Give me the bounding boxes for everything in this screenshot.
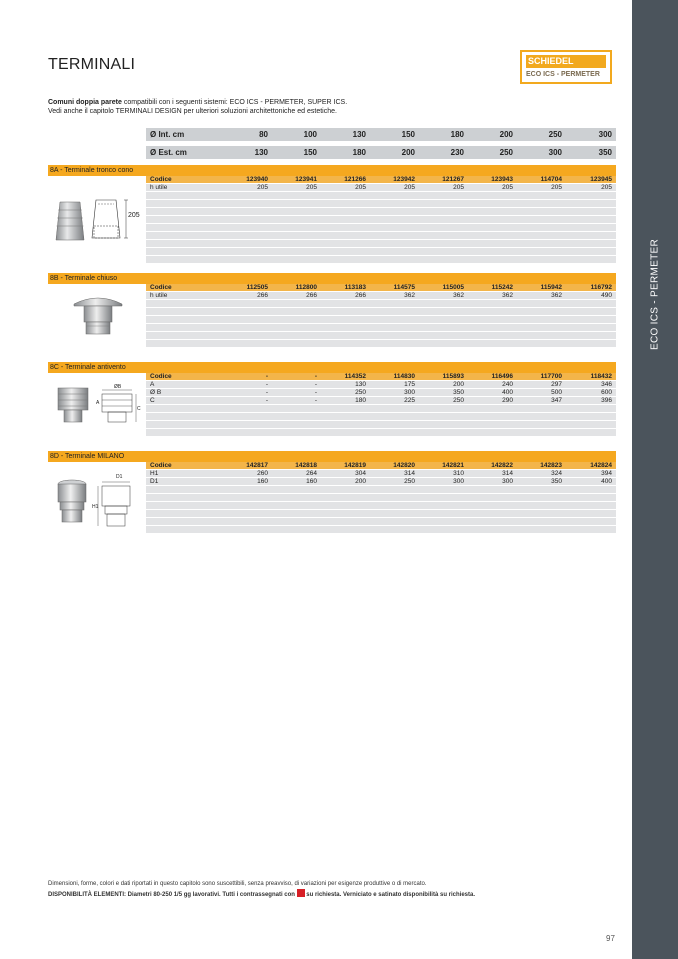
- row-label: h utile: [150, 292, 168, 299]
- table-row: [146, 292, 616, 300]
- table-cell: 264: [306, 470, 317, 477]
- row-label: h utile: [150, 184, 168, 191]
- table-row: [146, 176, 616, 184]
- table-row-empty: [146, 308, 616, 316]
- dims-int-cell: 100: [303, 130, 317, 139]
- terminale-chiuso-icon: [52, 294, 142, 338]
- table-cell: 266: [257, 292, 268, 299]
- table-row-empty: [146, 200, 616, 208]
- table-cell: 362: [551, 292, 562, 299]
- table-cell: 266: [306, 292, 317, 299]
- table-row-empty: [146, 332, 616, 340]
- table-row-empty: [146, 421, 616, 429]
- table-cell: 142817: [246, 462, 268, 469]
- table-row: [146, 462, 616, 470]
- row-label: Codice: [150, 284, 172, 291]
- dims-est-cell: 350: [598, 148, 612, 157]
- table-cell: -: [314, 397, 317, 404]
- table-row-empty: [146, 248, 616, 256]
- section-8a-table: [146, 176, 616, 264]
- table-cell: 205: [453, 184, 464, 191]
- table-row-empty: [146, 224, 616, 232]
- table-row: [146, 373, 616, 381]
- dims-int-cell: 180: [450, 130, 464, 139]
- dims-est-cell: 230: [450, 148, 464, 157]
- table-cell: 142819: [344, 462, 366, 469]
- dim-label-b: ØB: [114, 384, 122, 390]
- table-cell: 175: [404, 381, 415, 388]
- table-cell: 350: [453, 389, 464, 396]
- row-label: C: [150, 397, 155, 404]
- table-cell: 123941: [295, 176, 317, 183]
- dims-int-cell: 80: [259, 130, 268, 139]
- table-cell: 121267: [442, 176, 464, 183]
- table-cell: 112505: [246, 284, 268, 291]
- table-row-empty: [146, 192, 616, 200]
- product-image-8d: [52, 474, 142, 530]
- table-row-empty: [146, 510, 616, 518]
- section-8a-title: 8A - Terminale tronco cono: [48, 165, 616, 176]
- table-cell: 123945: [590, 176, 612, 183]
- table-cell: -: [265, 381, 268, 388]
- table-cell: -: [314, 373, 317, 380]
- dims-int-label: Ø Int. cm: [150, 130, 185, 139]
- product-image-8b: [52, 294, 142, 338]
- table-cell: 160: [306, 478, 317, 485]
- table-cell: 142823: [540, 462, 562, 469]
- red-square-icon: [297, 889, 305, 897]
- footnote-part-a: Diametri 80-250 1/5 gg lavorativi. Tutti i contrassegnati con: [126, 892, 297, 898]
- table-row-empty: [146, 405, 616, 413]
- row-label: Codice: [150, 176, 172, 183]
- table-cell: 114575: [393, 284, 415, 291]
- table-row-empty: [146, 518, 616, 526]
- table-cell: 324: [551, 470, 562, 477]
- table-cell: 200: [453, 381, 464, 388]
- table-cell: 114830: [393, 373, 415, 380]
- footnote: [48, 879, 608, 900]
- terminale-milano-icon: [52, 474, 142, 530]
- footnote-line2: [48, 889, 608, 900]
- intro-bold: Comuni doppia parete: [48, 99, 122, 106]
- dim-label-c: C: [137, 406, 141, 412]
- table-cell: -: [265, 397, 268, 404]
- section-8d-table: [146, 462, 616, 534]
- table-row: [146, 381, 616, 389]
- table-cell: 180: [355, 397, 366, 404]
- table-cell: 310: [453, 470, 464, 477]
- page-number: 97: [606, 934, 615, 943]
- table-cell: 266: [355, 292, 366, 299]
- table-cell: 250: [404, 478, 415, 485]
- dims-est-label: Ø Est. cm: [150, 148, 187, 157]
- table-cell: 114352: [344, 373, 366, 380]
- row-label: D1: [150, 478, 159, 485]
- table-row: [146, 184, 616, 192]
- page-title: TERMINALI: [48, 56, 136, 73]
- table-row-empty: [146, 216, 616, 224]
- table-cell: 346: [601, 381, 612, 388]
- table-row: [146, 478, 616, 486]
- table-row-empty: [146, 526, 616, 534]
- dims-int-cell: 130: [352, 130, 366, 139]
- table-row-empty: [146, 324, 616, 332]
- table-cell: 121266: [344, 176, 366, 183]
- footnote-bold: DISPONIBILITÀ ELEMENTI:: [48, 892, 126, 898]
- table-cell: 250: [453, 397, 464, 404]
- dims-int-cell: 200: [499, 130, 513, 139]
- dim-label-a: A: [96, 400, 100, 406]
- dims-int-cell: 300: [598, 130, 612, 139]
- table-cell: 314: [502, 470, 513, 477]
- table-cell: 116496: [491, 373, 513, 380]
- terminale-tronco-cono-icon: [52, 196, 142, 246]
- table-cell: 396: [601, 397, 612, 404]
- table-cell: 250: [355, 389, 366, 396]
- table-row-empty: [146, 256, 616, 264]
- table-cell: 205: [306, 184, 317, 191]
- table-cell: 240: [502, 381, 513, 388]
- table-cell: 350: [551, 478, 562, 485]
- table-row-empty: [146, 232, 616, 240]
- table-cell: 400: [601, 478, 612, 485]
- table-cell: 362: [502, 292, 513, 299]
- dims-est-cell: 180: [352, 148, 366, 157]
- table-row: [146, 397, 616, 405]
- table-cell: 297: [551, 381, 562, 388]
- table-cell: 123940: [246, 176, 268, 183]
- sidebar-label: ECO ICS - PERMETER: [649, 239, 661, 350]
- section-8b-title: 8B - Terminale chiuso: [48, 273, 616, 284]
- table-cell: 290: [502, 397, 513, 404]
- table-cell: 142822: [491, 462, 513, 469]
- product-image-8a: [52, 196, 142, 246]
- section-8b-table: [146, 284, 616, 348]
- table-cell: 113183: [344, 284, 366, 291]
- dims-int-cell: 150: [401, 130, 415, 139]
- table-cell: 142820: [393, 462, 415, 469]
- table-cell: 115242: [491, 284, 513, 291]
- table-row-empty: [146, 240, 616, 248]
- table-cell: 205: [502, 184, 513, 191]
- table-cell: 142824: [590, 462, 612, 469]
- table-row: [146, 389, 616, 397]
- row-label: Ø B: [150, 389, 162, 396]
- table-cell: 115893: [442, 373, 464, 380]
- row-label: A: [150, 381, 155, 388]
- table-cell: 347: [551, 397, 562, 404]
- table-cell: 205: [551, 184, 562, 191]
- table-cell: 300: [502, 478, 513, 485]
- table-cell: 205: [601, 184, 612, 191]
- table-cell: 490: [601, 292, 612, 299]
- table-cell: -: [314, 381, 317, 388]
- table-row: [146, 470, 616, 478]
- dims-int-cell: 250: [548, 130, 562, 139]
- table-cell: 225: [404, 397, 415, 404]
- sidebar: [632, 0, 678, 959]
- table-cell: 300: [453, 478, 464, 485]
- table-row-empty: [146, 340, 616, 348]
- table-cell: 600: [601, 389, 612, 396]
- table-cell: 205: [257, 184, 268, 191]
- table-cell: 260: [257, 470, 268, 477]
- table-cell: 304: [355, 470, 366, 477]
- dims-est-cell: 150: [303, 148, 317, 157]
- table-row: [146, 284, 616, 292]
- table-cell: 116792: [590, 284, 612, 291]
- table-cell: 123942: [393, 176, 415, 183]
- schiedel-logo: [520, 50, 612, 84]
- intro-line1: compatibili con i seguenti sistemi: ECO ICS - PERMETER, SUPER ICS.: [121, 99, 348, 106]
- section-8c-table: [146, 373, 616, 437]
- table-row-empty: [146, 413, 616, 421]
- table-row-empty: [146, 208, 616, 216]
- intro-line2: Vedi anche il capitolo TERMINALI DESIGN per ulteriori soluzioni architettoniche ed estetiche.: [48, 108, 337, 115]
- table-cell: 114704: [540, 176, 562, 183]
- table-row-empty: [146, 429, 616, 437]
- dims-est-cell: 250: [499, 148, 513, 157]
- dims-est-row: [146, 146, 616, 159]
- dims-est-cell: 130: [254, 148, 268, 157]
- dims-est-cell: 200: [401, 148, 415, 157]
- table-cell: 362: [404, 292, 415, 299]
- table-cell: 314: [404, 470, 415, 477]
- table-cell: -: [265, 373, 268, 380]
- intro-text: [48, 98, 468, 116]
- table-cell: 117700: [540, 373, 562, 380]
- logo-brand: SCHIEDEL: [526, 55, 606, 68]
- row-label: Codice: [150, 462, 172, 469]
- table-cell: 300: [404, 389, 415, 396]
- table-cell: 142821: [442, 462, 464, 469]
- table-cell: 400: [502, 389, 513, 396]
- table-cell: 205: [404, 184, 415, 191]
- table-cell: 160: [257, 478, 268, 485]
- table-cell: 394: [601, 470, 612, 477]
- footnote-line1: Dimensioni, forme, colori e dati riportati in questo capitolo sono suscettibili, senza preavviso, di variazioni per esigenze produttive o di mercato.: [48, 881, 427, 887]
- table-cell: 142818: [295, 462, 317, 469]
- table-row-empty: [146, 494, 616, 502]
- table-row-empty: [146, 300, 616, 308]
- table-cell: 123943: [491, 176, 513, 183]
- table-row-empty: [146, 486, 616, 494]
- table-cell: 112800: [295, 284, 317, 291]
- table-cell: 118432: [590, 373, 612, 380]
- dim-label-h1: H1: [92, 504, 99, 510]
- logo-sub: ECO ICS - PERMETER: [526, 71, 600, 78]
- table-row-empty: [146, 502, 616, 510]
- row-label: H1: [150, 470, 159, 477]
- section-8d-title: 8D - Terminale MILANO: [48, 451, 616, 462]
- footnote-part-b: su richiesta. Verniciato e satinato disponibilità su richiesta.: [304, 892, 475, 898]
- table-cell: 115005: [442, 284, 464, 291]
- table-cell: 205: [355, 184, 366, 191]
- dims-int-row: [146, 128, 616, 141]
- dim-label-d1: D1: [116, 474, 123, 480]
- table-cell: 200: [355, 478, 366, 485]
- table-cell: 500: [551, 389, 562, 396]
- table-cell: -: [265, 389, 268, 396]
- table-cell: 362: [453, 292, 464, 299]
- table-row-empty: [146, 316, 616, 324]
- table-cell: 115942: [540, 284, 562, 291]
- row-label: Codice: [150, 373, 172, 380]
- table-cell: -: [314, 389, 317, 396]
- table-cell: 130: [355, 381, 366, 388]
- dims-est-cell: 300: [548, 148, 562, 157]
- product-image-8c: [52, 384, 142, 424]
- section-8c-title: 8C - Terminale antivento: [48, 362, 616, 373]
- dim-label-205: 205: [128, 212, 140, 219]
